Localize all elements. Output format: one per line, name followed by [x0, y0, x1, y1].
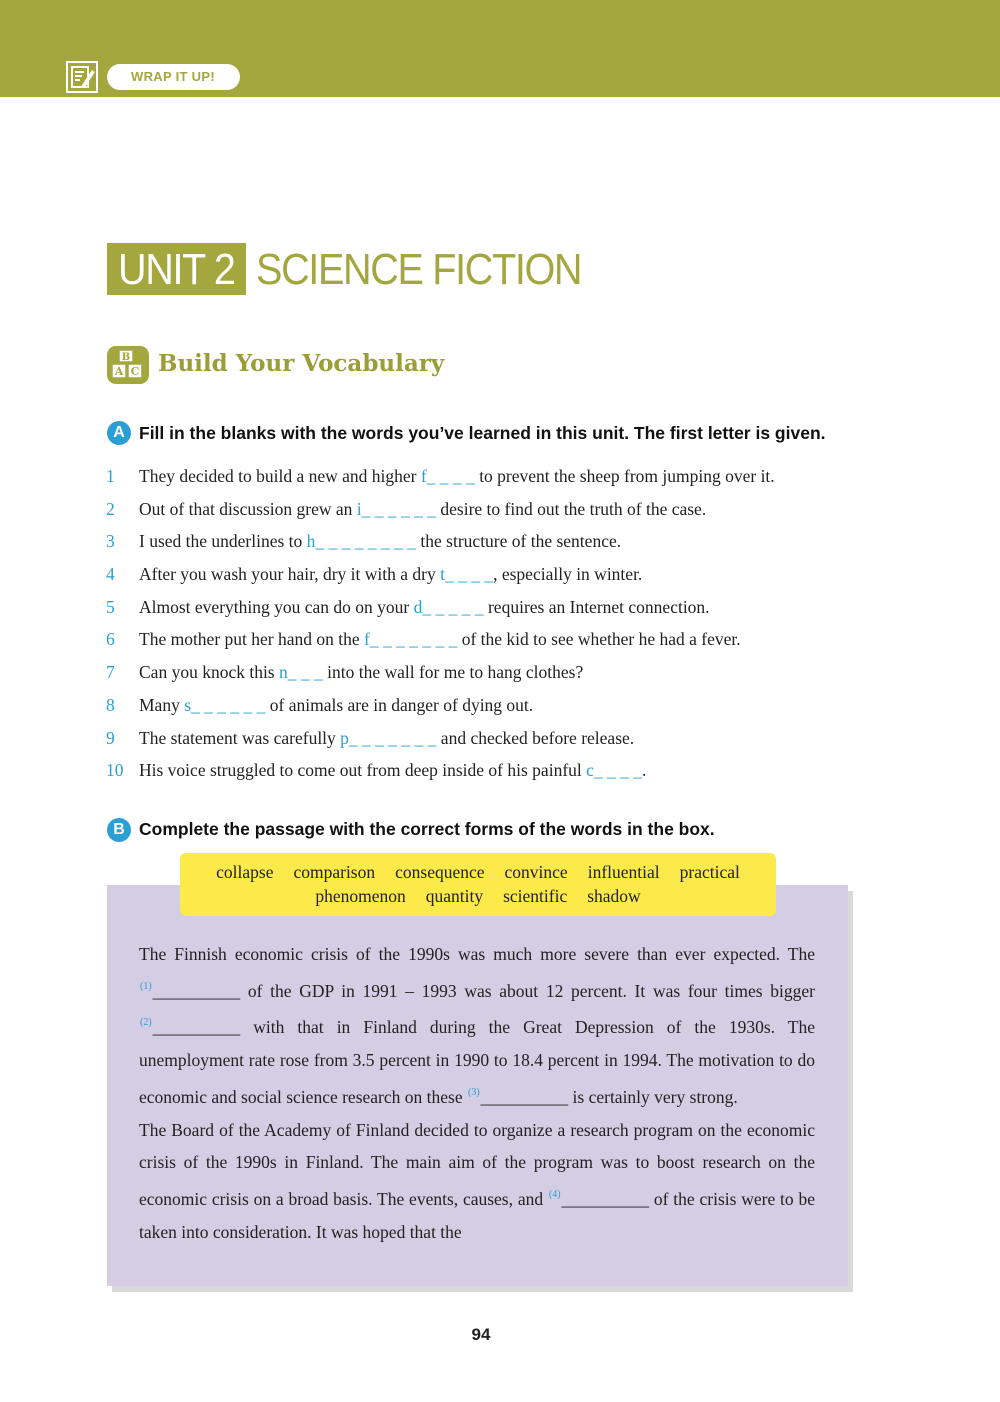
blank-hint[interactable]: c_ _ _ _ — [586, 760, 643, 781]
word-choice: quantity — [425, 886, 484, 906]
item-text: Out of that discussion grew an — [139, 498, 357, 519]
notepad-pencil-icon — [66, 61, 98, 93]
passage-text: of the GDP in 1991 – 1993 was about 12 percent. It was four times bigger — [240, 980, 815, 1001]
list-item — [106, 760, 836, 793]
section-a-instruction: Fill in the blanks with the words you’ve learned in this unit. The first letter is given. — [139, 423, 826, 443]
item-number: 9 — [106, 727, 115, 748]
passage-paragraph — [139, 1114, 815, 1249]
blank-hint[interactable]: p_ _ _ _ _ _ _ — [340, 727, 437, 748]
passage-text: with that in Finland during the Great Depression of the 1930s. The unemployment rate rose from 3.5 percent in 1990 to 18.4 percent in 1994. The motivation to do economic and social science research on these — [139, 1017, 815, 1107]
list-item — [106, 728, 836, 761]
word-choice: shadow — [587, 886, 641, 906]
vocabulary-title: Build Your Vocabulary — [158, 350, 445, 377]
item-text: His voice struggled to come out from deep inside of his painful — [139, 760, 587, 781]
word-choice: convince — [504, 862, 568, 882]
word-box-row — [180, 862, 776, 883]
item-text: of the kid to see whether he had a fever. — [457, 629, 741, 650]
item-number: 7 — [106, 662, 115, 683]
item-text: Almost everything you can do on your — [139, 596, 414, 617]
item-text: desire to find out the truth of the case. — [436, 498, 707, 519]
list-item — [106, 531, 836, 564]
abc-blocks-icon — [106, 345, 150, 385]
item-number: 10 — [106, 760, 124, 781]
passage-text: The Finnish economic crisis of the 1990s was much more severe than ever expected. The — [139, 944, 815, 964]
passage-text: of the crisis were to be taken into consideration. It was hoped that the — [139, 1188, 815, 1242]
item-text: to prevent the sheep from jumping over it. — [474, 466, 775, 486]
blank-hint[interactable]: t_ _ _ _ — [440, 564, 494, 585]
word-choice: collapse — [216, 862, 274, 882]
item-text: . — [642, 760, 647, 781]
word-choice: phenomenon — [315, 886, 406, 906]
item-text: I used the underlines to — [139, 531, 307, 552]
passage-text: The Board of the Academy of Finland decided to organize a research program on the economic crisis of the 1990s in Finland. The main aim of the program was to boost research on the economic crisis on a broad basis. The events, causes, and — [139, 1119, 815, 1209]
section-b-badge: B — [107, 818, 131, 842]
item-text: The mother put her hand on the — [139, 629, 365, 650]
section-a-badge: A — [107, 421, 131, 445]
fill-in-blanks-list — [106, 466, 836, 793]
blank-hint[interactable]: d_ _ _ _ _ — [413, 596, 484, 617]
unit-label: UNIT 2 — [118, 245, 235, 294]
blank-hint[interactable]: n_ _ _ — [279, 662, 323, 683]
item-text: The statement was carefully — [139, 727, 341, 748]
answer-blank[interactable]: __________ — [152, 980, 241, 1001]
svg-text:B: B — [121, 352, 131, 363]
page-number: 94 — [471, 1325, 491, 1344]
blank-hint[interactable]: f_ _ _ _ _ _ _ — [364, 629, 458, 650]
passage-text: is certainly very strong. — [568, 1086, 738, 1107]
list-item — [106, 695, 836, 728]
item-number: 3 — [106, 531, 115, 552]
blank-number: (4) — [548, 1188, 561, 1200]
item-number: 4 — [106, 564, 115, 585]
unit-title: SCIENCE FICTION — [256, 245, 582, 294]
item-number: 2 — [106, 498, 115, 519]
blank-hint[interactable]: s_ _ _ _ _ _ — [184, 694, 266, 715]
item-text: They decided to build a new and higher — [139, 466, 421, 486]
word-box — [180, 853, 776, 916]
passage-paragraph — [139, 938, 815, 1114]
word-box-row — [180, 886, 776, 907]
wrap-it-up-label: WRAP IT UP! — [131, 69, 215, 84]
word-choice: comparison — [293, 862, 376, 882]
answer-blank[interactable]: __________ — [480, 1086, 569, 1107]
item-number: 5 — [106, 596, 115, 617]
word-choice: scientific — [503, 886, 568, 906]
item-text: and checked before release. — [436, 727, 635, 748]
item-number: 6 — [106, 629, 115, 650]
answer-blank[interactable]: __________ — [152, 1017, 241, 1038]
svg-text:C: C — [130, 365, 140, 378]
answer-blank[interactable]: __________ — [561, 1188, 650, 1209]
item-text: Many — [139, 694, 185, 715]
item-text: Can you knock this — [139, 662, 279, 683]
list-item — [106, 499, 836, 532]
svg-text:A: A — [114, 365, 124, 378]
list-item — [106, 564, 836, 597]
word-choice: practical — [679, 862, 740, 882]
item-text: into the wall for me to hang clothes? — [322, 662, 584, 683]
blank-hint[interactable]: f_ _ _ _ — [420, 466, 475, 486]
list-item — [106, 629, 836, 662]
section-b-instruction: Complete the passage with the correct forms of the words in the box. — [139, 819, 715, 839]
item-text: After you wash your hair, dry it with a dry — [139, 564, 441, 585]
list-item — [106, 466, 836, 499]
word-choice: consequence — [395, 862, 485, 882]
blank-hint[interactable]: i_ _ _ _ _ _ — [356, 498, 436, 519]
blank-number: (3) — [467, 1086, 480, 1098]
item-number: 1 — [106, 466, 115, 486]
wrap-it-up-badge — [107, 64, 240, 90]
unit-label-box — [107, 243, 246, 295]
list-item — [106, 662, 836, 695]
reading-passage — [139, 938, 815, 1248]
blank-hint[interactable]: h_ _ _ _ _ _ _ _ — [306, 531, 417, 552]
header-bar — [0, 0, 1000, 97]
item-number: 8 — [106, 694, 115, 715]
item-text: , especially in winter. — [493, 564, 643, 585]
item-text: of animals are in danger of dying out. — [265, 694, 534, 715]
item-text: the structure of the sentence. — [416, 531, 622, 552]
list-item — [106, 597, 836, 630]
blank-number: (2) — [140, 1017, 152, 1029]
word-choice: influential — [587, 862, 660, 882]
item-text: requires an Internet connection. — [483, 596, 710, 617]
blank-number: (1) — [140, 980, 152, 992]
